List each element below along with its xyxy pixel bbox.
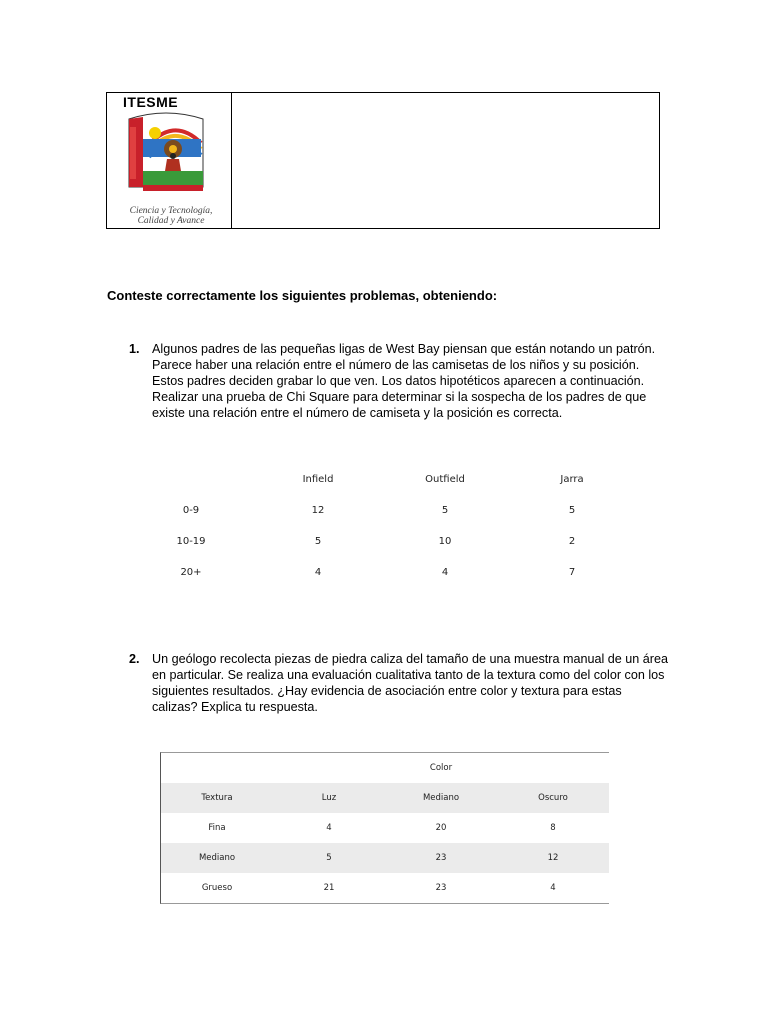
table2-cell: 8: [550, 823, 556, 833]
problem-1-text: Algunos padres de las pequeñas ligas de West Bay piensan que están notando un patrón. Parece haber una relación entre el número de las camisetas de los niños y su posición. Estos padres deciden grabar lo que ven. Los datos hipotéticos aparecen a continuación. Realizar una prueba de Chi Square para determinar si la sospecha de los padres de que existe una relación entre el número de camiseta y la posición es correcta.: [152, 342, 656, 420]
table1-cell: 2: [568, 536, 576, 547]
table1-cell: 12: [311, 505, 325, 516]
problem-2-text: Un geólogo recolecta piezas de piedra caliza del tamaño de una muestra manual de un área en particular. Se realiza una evaluación cualitativa tanto de la textura como del color con los siguientes resultados. ¿Hay evidencia de asociación entre color y textura para estas calizas? Explica tu respuesta.: [152, 652, 668, 714]
logo-title: ITESME: [123, 94, 179, 110]
problem-1: [129, 341, 669, 421]
table2-group-header-row: [161, 753, 609, 783]
table-row: [161, 873, 609, 903]
table1-cell: 7: [568, 567, 576, 578]
table2-cell: 23: [435, 883, 447, 893]
table2-cell: 23: [435, 853, 447, 863]
table2-header-row: [161, 783, 609, 813]
table1-cell: 4: [314, 567, 322, 578]
header-table: [106, 92, 660, 229]
table2-header: Textura: [201, 793, 233, 803]
table1-cell: 4: [441, 567, 449, 578]
table2-cell: 20: [435, 823, 447, 833]
logo-motto-line2: Calidad y Avance: [137, 216, 205, 226]
texture-color-table: [160, 752, 609, 904]
table1-cell: 5: [441, 505, 449, 516]
instruction-text: Conteste correctamente los siguientes problemas, obteniendo:: [107, 288, 498, 303]
table1-header: Jarra: [560, 474, 584, 485]
table2-header: Mediano: [422, 793, 460, 803]
table2-row-label: Mediano: [198, 853, 236, 863]
table1-cell: 5: [314, 536, 322, 547]
table2-cell: 5: [326, 853, 332, 863]
table2-cell: 21: [323, 883, 335, 893]
table1-row-label: 10-19: [176, 536, 206, 547]
table2-header: Luz: [321, 793, 337, 803]
table-row: [161, 813, 609, 843]
table2-group-header: Color: [429, 763, 453, 773]
problem-2-number: 2.: [129, 652, 140, 666]
table1-header: Infield: [302, 474, 334, 485]
table2-header: Oscuro: [538, 793, 568, 803]
table1-cell: 10: [438, 536, 452, 547]
table1-row-label: 0-9: [182, 505, 200, 516]
logo-motto: [115, 206, 227, 226]
table1-cell: 5: [568, 505, 576, 516]
table2-cell: 4: [326, 823, 332, 833]
table1-row-label: 20+: [180, 567, 202, 578]
header-empty-cell: [232, 93, 659, 228]
logo-cell: [107, 93, 232, 228]
itesme-logo-emblem: [121, 109, 211, 205]
table2-cell: 12: [547, 853, 559, 863]
table2-row-label: Grueso: [201, 883, 233, 893]
table-row: [161, 843, 609, 873]
table2-cell: 4: [550, 883, 556, 893]
table1-header: Outfield: [425, 474, 465, 485]
logo-motto-line1: Ciencia y Tecnología,: [129, 206, 213, 216]
table2-row-label: Fina: [208, 823, 226, 833]
problem-2: [129, 651, 669, 715]
problem-1-number: 1.: [129, 342, 140, 356]
